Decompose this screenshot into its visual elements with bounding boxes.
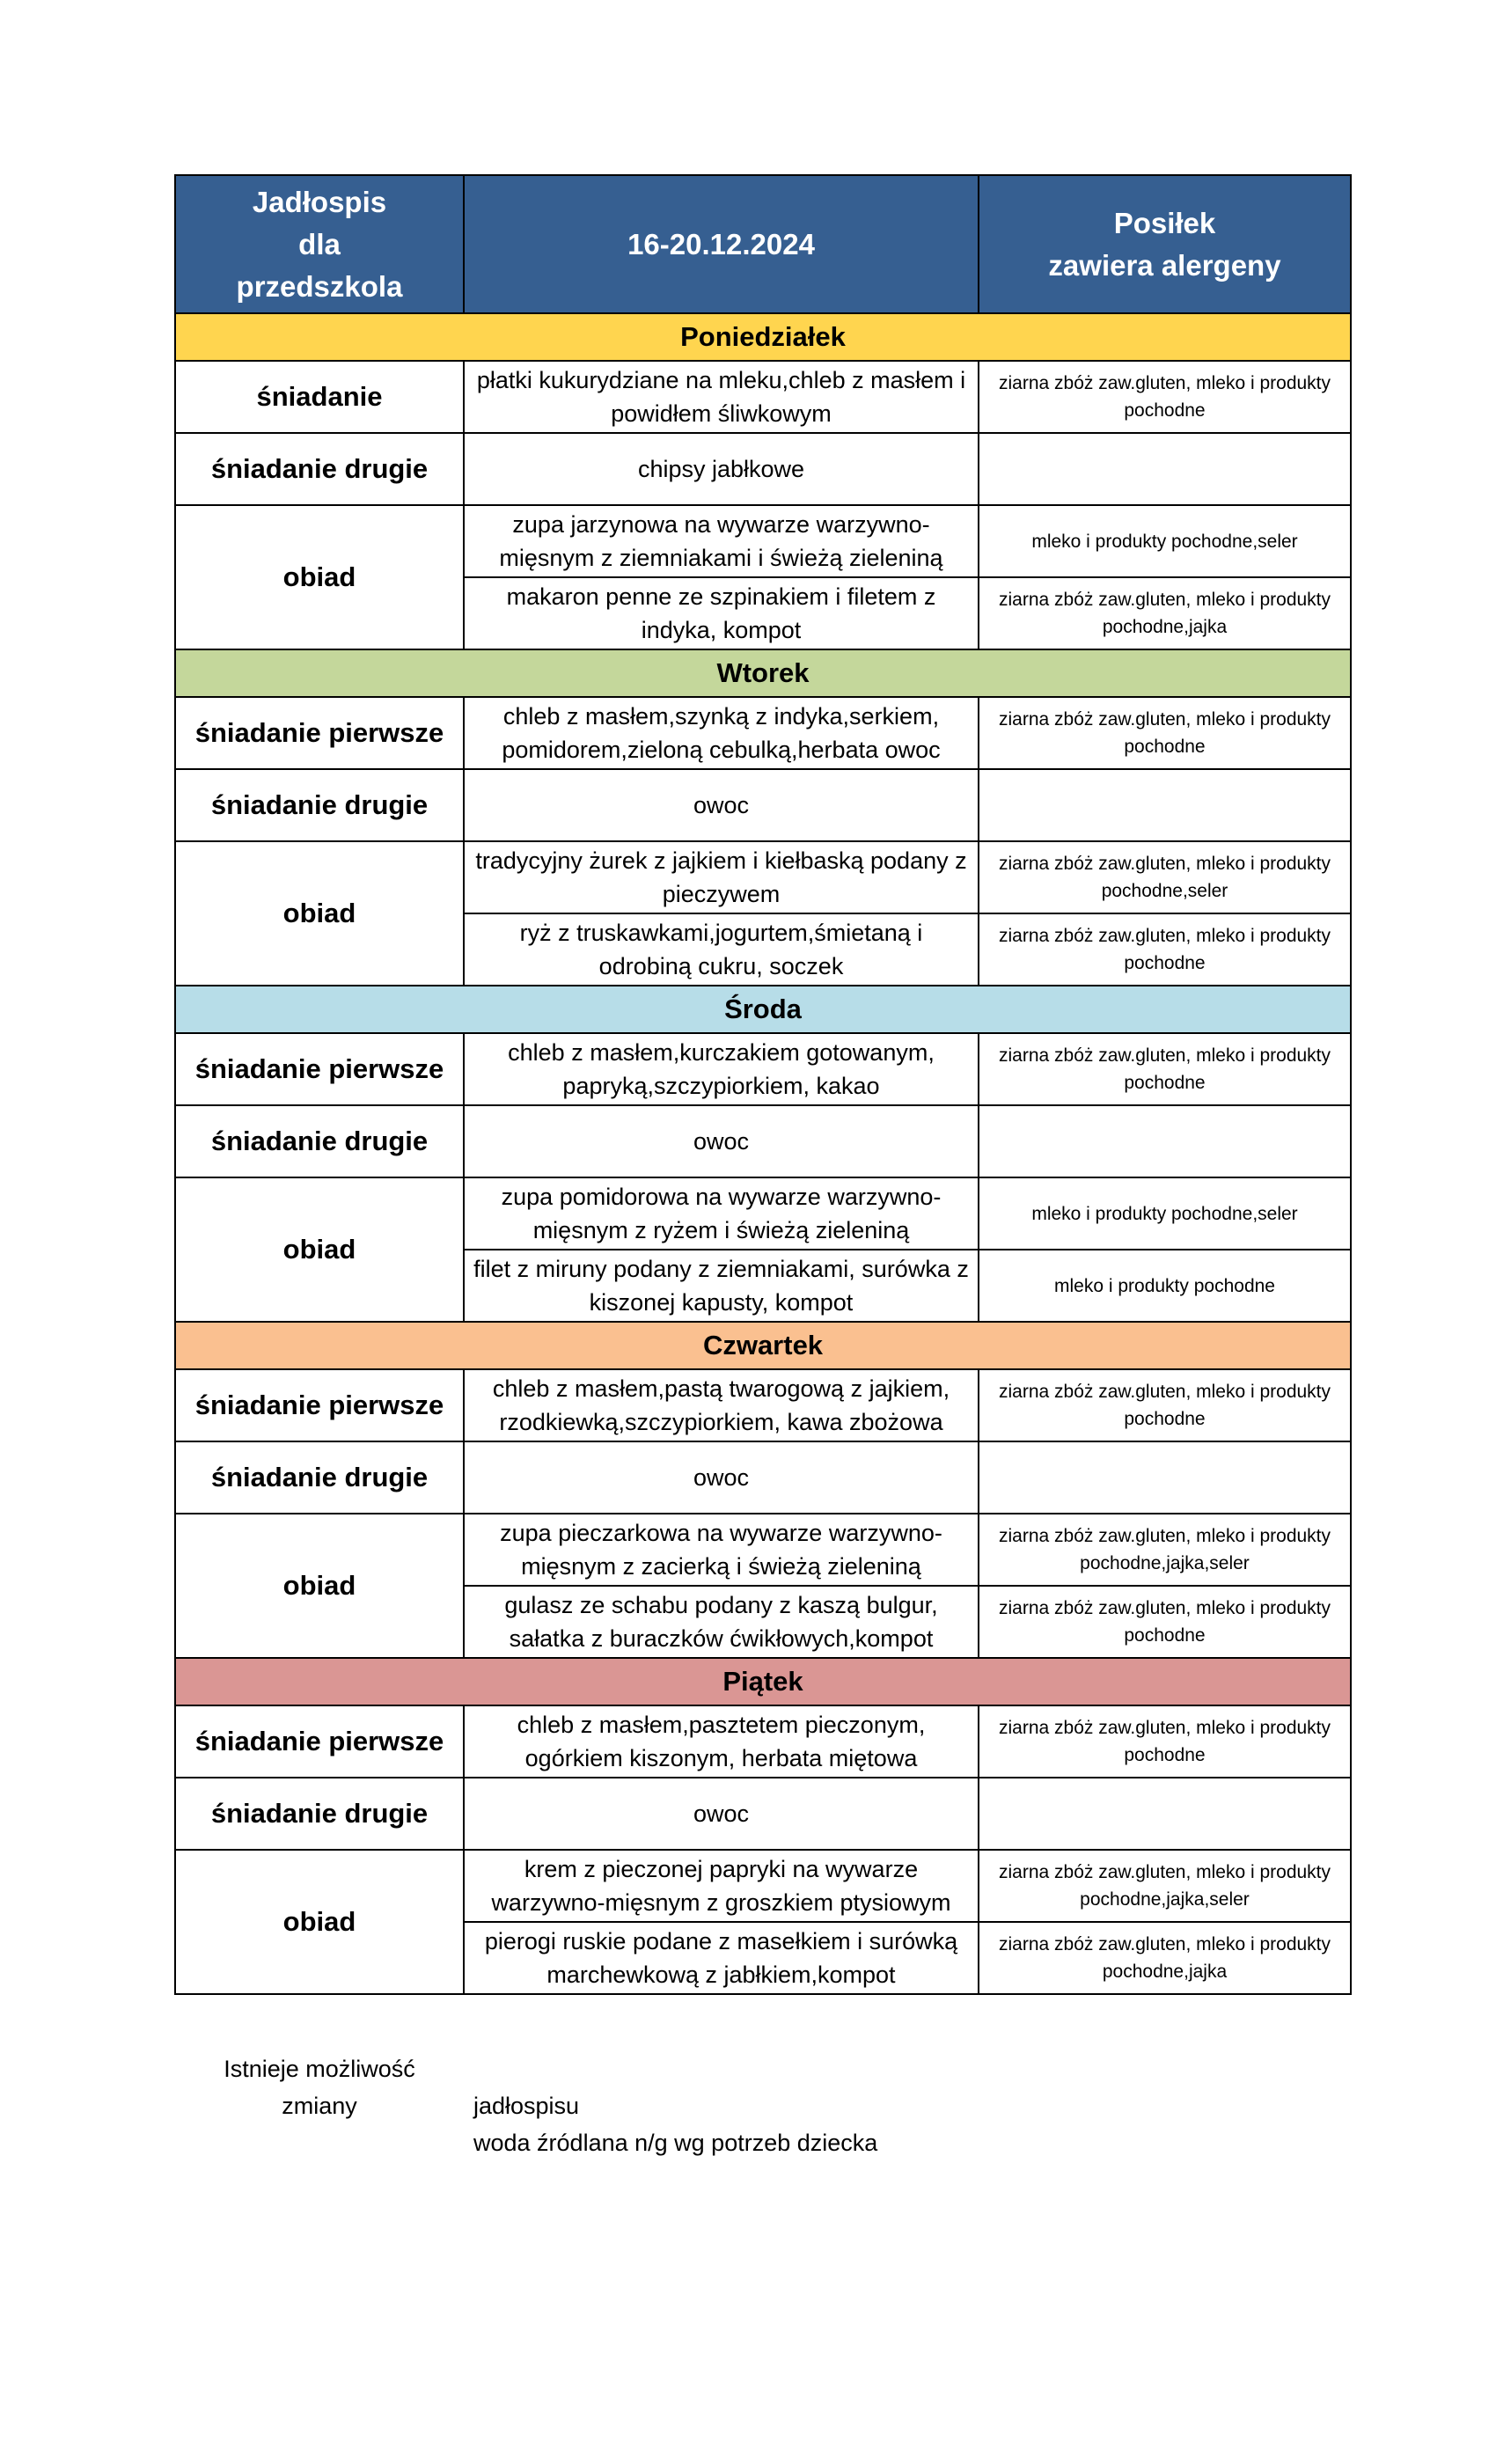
meal-label: śniadanie pierwsze [175,1705,464,1778]
second-breakfast-row [175,769,1351,841]
dish: owoc [464,1441,979,1514]
allergen-info: ziarna zbóż zaw.gluten, mleko i produkty pochodne [979,1705,1351,1778]
second-breakfast-row [175,1441,1351,1514]
dish: płatki kukurydziane na mleku,chleb z masłem i powidłem śliwkowym [464,361,979,433]
main-dish: makaron penne ze szpinakiem i filetem z indyka, kompot [464,577,979,649]
meal-label: obiad [175,505,464,649]
main-dish: gulasz ze schabu podany z kaszą bulgur, sałatka z buraczków ćwikłowych,kompot [464,1586,979,1658]
dish: chleb z masłem,pastą twarogową z jajkiem, rzodkiewką,szczypiorkiem, kawa zbożowa [464,1369,979,1441]
day-header-row [175,1658,1351,1705]
lunch-row [175,841,1351,913]
allergen-info [979,769,1351,841]
lunch-row [175,1177,1351,1250]
dish: owoc [464,1105,979,1177]
allergen-info: ziarna zbóż zaw.gluten, mleko i produkty pochodne,seler [979,841,1351,913]
dish: chipsy jabłkowe [464,433,979,505]
allergen-info: ziarna zbóż zaw.gluten, mleko i produkty pochodne,jajka [979,1922,1351,1994]
main-dish: ryż z truskawkami,jogurtem,śmietaną i odrobiną cukru, soczek [464,913,979,986]
allergen-info: mleko i produkty pochodne,seler [979,1177,1351,1250]
day-header-row [175,313,1351,361]
breakfast-row [175,361,1351,433]
lunch-row [175,1514,1351,1586]
allergen-info: ziarna zbóż zaw.gluten, mleko i produkty pochodne [979,697,1351,769]
soup-dish: zupa pomidorowa na wywarze warzywno-mięsnym z ryżem i świeżą zieleniną [464,1177,979,1250]
meal-label: śniadanie [175,361,464,433]
day-name: Środa [175,986,1351,1033]
breakfast-row [175,697,1351,769]
meal-label: obiad [175,841,464,986]
soup-dish: zupa pieczarkowa na wywarze warzywno-mięsnym z zacierką i świeżą zieleniną [464,1514,979,1586]
allergen-info: mleko i produkty pochodne [979,1250,1351,1322]
dish: chleb z masłem,pasztetem pieczonym, ogórkiem kiszonym, herbata miętowa [464,1705,979,1778]
meal-label: śniadanie drugie [175,1441,464,1514]
second-breakfast-row [175,1778,1351,1850]
allergen-info: ziarna zbóż zaw.gluten, mleko i produkty pochodne [979,913,1351,986]
day-name: Wtorek [175,649,1351,697]
allergen-info: ziarna zbóż zaw.gluten, mleko i produkty pochodne,jajka [979,577,1351,649]
footer-note-change: Istnieje możliwość zmiany [224,2056,415,2119]
menu-table [174,174,1352,1995]
meal-label: śniadanie pierwsze [175,697,464,769]
second-breakfast-row [175,433,1351,505]
day-header-row [175,649,1351,697]
day-name: Czwartek [175,1322,1351,1369]
day-name: Piątek [175,1658,1351,1705]
meal-label: obiad [175,1514,464,1658]
allergen-info: ziarna zbóż zaw.gluten, mleko i produkty pochodne [979,361,1351,433]
breakfast-row [175,1033,1351,1105]
allergen-info: ziarna zbóż zaw.gluten, mleko i produkty pochodne [979,1586,1351,1658]
meal-label: śniadanie drugie [175,1778,464,1850]
allergen-info [979,1778,1351,1850]
meal-label: śniadanie drugie [175,433,464,505]
meal-label: śniadanie pierwsze [175,1369,464,1441]
soup-dish: zupa jarzynowa na wywarze warzywno-mięsnym z ziemniakami i świeżą zieleniną [464,505,979,577]
dish: owoc [464,769,979,841]
allergen-info [979,1105,1351,1177]
allergen-info: ziarna zbóż zaw.gluten, mleko i produkty pochodne [979,1033,1351,1105]
meal-label: obiad [175,1177,464,1322]
breakfast-row [175,1705,1351,1778]
lunch-row [175,505,1351,577]
allergen-info [979,1441,1351,1514]
second-breakfast-row [175,1105,1351,1177]
allergen-info [979,433,1351,505]
main-dish: pierogi ruskie podane z masełkiem i surówką marchewkową z jabłkiem,kompot [464,1922,979,1994]
meal-label: śniadanie drugie [175,769,464,841]
allergen-info: ziarna zbóż zaw.gluten, mleko i produkty pochodne,jajka,seler [979,1514,1351,1586]
day-name: Poniedziałek [175,313,1351,361]
breakfast-row [175,1369,1351,1441]
soup-dish: tradycyjny żurek z jajkiem i kiełbaską podany z pieczywem [464,841,979,913]
header-row [175,175,1351,313]
allergen-info: ziarna zbóż zaw.gluten, mleko i produkty pochodne,jajka,seler [979,1850,1351,1922]
allergen-info: ziarna zbóż zaw.gluten, mleko i produkty pochodne [979,1369,1351,1441]
meal-label: obiad [175,1850,464,1994]
soup-dish: krem z pieczonej papryki na wywarze warzywno-mięsnym z groszkiem ptysiowym [464,1850,979,1922]
footer-note-water: woda źródlana n/g wg potrzeb dziecka [473,2130,878,2156]
dish: chleb z masłem,szynką z indyka,serkiem, pomidorem,zieloną cebulką,herbata owoc [464,697,979,769]
day-header-row [175,1322,1351,1369]
meal-label: śniadanie drugie [175,1105,464,1177]
dish: chleb z masłem,kurczakiem gotowanym, papryką,szczypiorkiem, kakao [464,1033,979,1105]
date-range: 16-20.12.2024 [464,175,979,313]
lunch-row [175,1850,1351,1922]
footer-note-menu: jadłospisu [473,2093,580,2119]
main-dish: filet z miruny podany z ziemniakami, surówka z kiszonej kapusty, kompot [464,1250,979,1322]
allergen-info: mleko i produkty pochodne,seler [979,505,1351,577]
dish: owoc [464,1778,979,1850]
menu-title: Jadłospis dla przedszkola [175,175,464,313]
meal-label: śniadanie pierwsze [175,1033,464,1105]
allergens-header: Posiłek zawiera alergeny [979,175,1351,313]
day-header-row [175,986,1351,1033]
